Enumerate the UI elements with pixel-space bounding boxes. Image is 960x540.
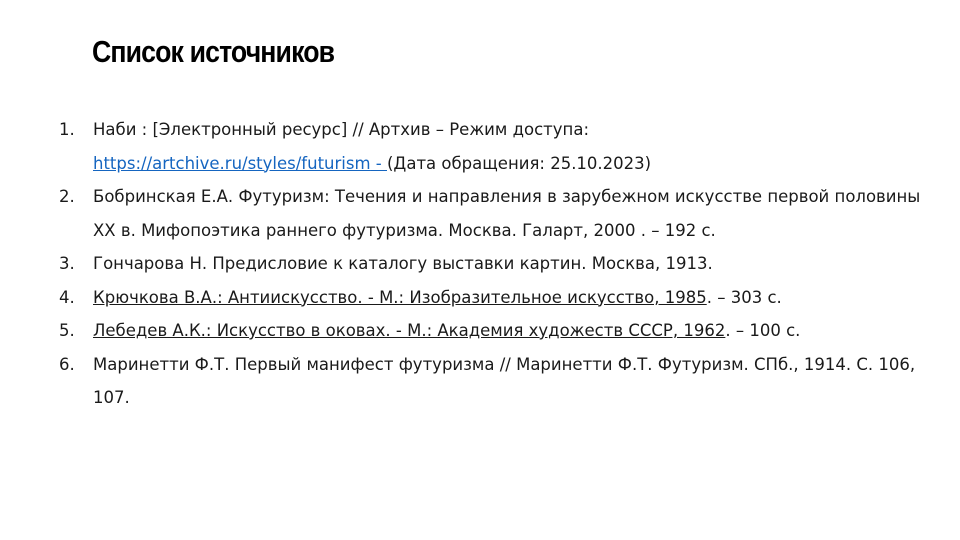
reference-number: 4. bbox=[59, 287, 75, 307]
reference-item bbox=[0, 348, 960, 415]
reference-text: Наби : [Электронный ресурс] // Артхив – Режим доступа: bbox=[93, 120, 590, 139]
reference-number: 6. bbox=[59, 354, 75, 374]
reference-link-dash: - bbox=[370, 153, 387, 173]
reference-link[interactable]: https://artchive.ru/styles/futurism bbox=[93, 153, 371, 173]
reference-underlined-text: Лебедев А.К.: Искусство в оковах. - М.: Академия художеств СССР, 1962 bbox=[93, 321, 726, 340]
reference-pages: . – 100 с. bbox=[725, 321, 801, 340]
reference-item bbox=[0, 247, 960, 281]
reference-text: Гончарова Н. Предисловие к каталогу выставки картин. Москва, 1913. bbox=[93, 254, 713, 273]
reference-item bbox=[0, 314, 960, 348]
reference-pages: . – 303 с. bbox=[706, 287, 782, 307]
reference-number: 2. bbox=[59, 187, 75, 206]
reference-item bbox=[0, 180, 960, 247]
reference-text: Бобринская Е.А. Футуризм: Течения и направления в зарубежном искусстве первой половины XX в. Мифопоэтика раннего футуризма. Москва. Галарт, 2000 . – 192 с. bbox=[93, 187, 921, 240]
reference-number: 3. bbox=[59, 254, 75, 273]
slide-title: Список источников bbox=[92, 34, 335, 69]
reference-text: Маринетти Ф.Т. Первый манифест футуризма // Маринетти Ф.Т. Футуризм. СПб., 1914. С. 106, 107. bbox=[93, 354, 916, 407]
reference-item bbox=[0, 113, 960, 180]
reference-item bbox=[0, 281, 960, 315]
reference-underlined-text: Крючкова В.А.: Антиискусство. - М.: Изобразительное искусство, 1985 bbox=[93, 287, 707, 307]
reference-list bbox=[0, 113, 960, 415]
reference-number: 1. bbox=[59, 120, 75, 139]
reference-number: 5. bbox=[59, 321, 75, 340]
reference-access-date: (Дата обращения: 25.10.2023) bbox=[387, 153, 652, 173]
